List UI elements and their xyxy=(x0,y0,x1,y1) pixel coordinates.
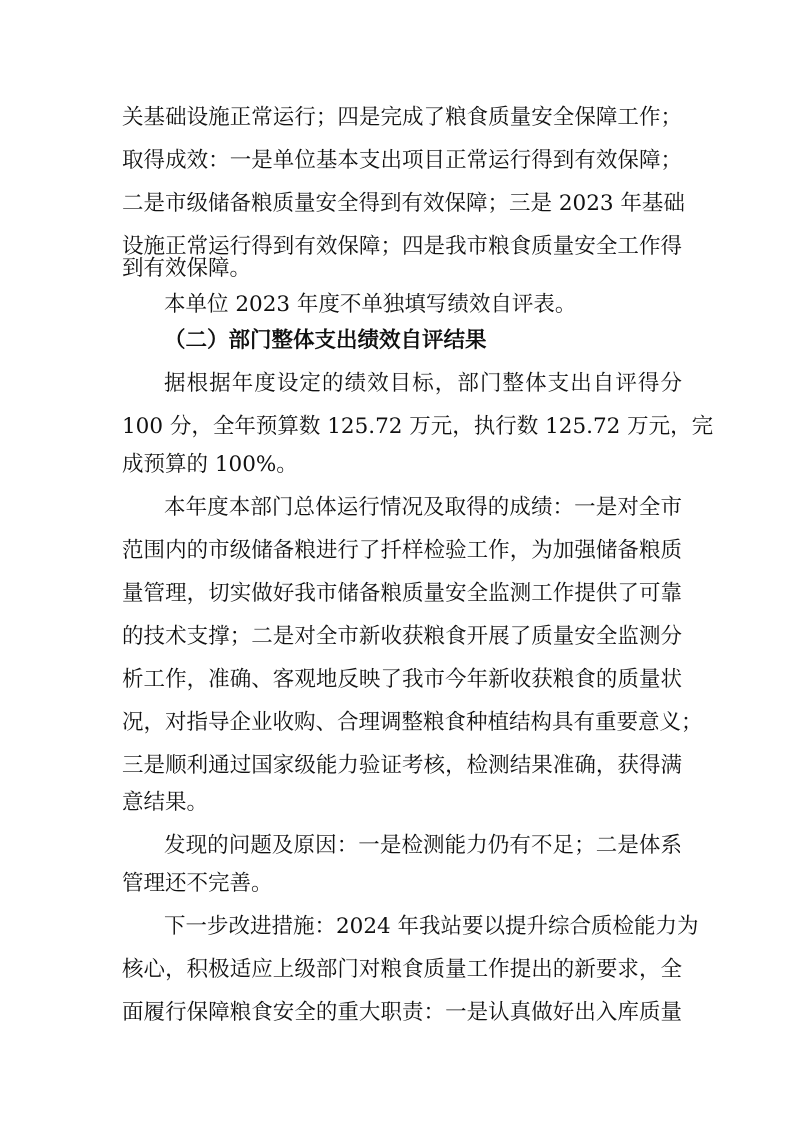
paragraph-line: 设施正常运行得到有效保障；四是我市粮食质量安全工作得 xyxy=(122,234,682,259)
paragraph-line: 到有效保障。 xyxy=(122,256,252,281)
paragraph-line: 析工作，准确、客观地反映了我市今年新收获粮食的质量状 xyxy=(122,667,682,692)
paragraph-line: 核心，积极适应上级部门对粮食质量工作提出的新要求，全 xyxy=(122,957,682,982)
section-heading: （二）部门整体支出绩效自评结果 xyxy=(164,328,487,353)
paragraph-line: 本单位 2023 年度不单独填写绩效自评表。 xyxy=(164,292,577,317)
paragraph-line: 100 分，全年预算数 125.72 万元，执行数 125.72 万元，完 xyxy=(122,414,714,439)
paragraph-line: 据根据年度设定的绩效目标，部门整体支出自评得分 xyxy=(164,371,682,396)
paragraph-line: 范围内的市级储备粮进行了扦样检验工作，为加强储备粮质 xyxy=(122,538,682,563)
paragraph-line: 成预算的 100%。 xyxy=(122,452,298,477)
paragraph-line: 本年度本部门总体运行情况及取得的成绩：一是对全市 xyxy=(164,495,682,520)
paragraph-line: 取得成效：一是单位基本支出项目正常运行得到有效保障； xyxy=(122,148,682,173)
paragraph-line: 管理还不完善。 xyxy=(122,871,273,896)
paragraph-line: 意结果。 xyxy=(122,790,209,815)
paragraph-line: 面履行保障粮食安全的重大职责：一是认真做好出入库质量 xyxy=(122,1000,682,1025)
paragraph-line: 的技术支撑；二是对全市新收获粮食开展了质量安全监测分 xyxy=(122,624,682,649)
paragraph-line: 下一步改进措施：2024 年我站要以提升综合质检能力为 xyxy=(164,914,699,939)
paragraph-line: 二是市级储备粮质量安全得到有效保障；三是 2023 年基础 xyxy=(122,191,685,216)
paragraph-line: 三是顺利通过国家级能力验证考核，检测结果准确，获得满 xyxy=(122,753,682,778)
paragraph-line: 关基础设施正常运行；四是完成了粮食质量安全保障工作； xyxy=(122,105,682,130)
paragraph-line: 发现的问题及原因：一是检测能力仍有不足；二是体系 xyxy=(164,833,682,858)
paragraph-line: 况，对指导企业收购、合理调整粮食种植结构具有重要意义； xyxy=(122,710,703,735)
paragraph-line: 量管理，切实做好我市储备粮质量安全监测工作提供了可靠 xyxy=(122,581,682,606)
